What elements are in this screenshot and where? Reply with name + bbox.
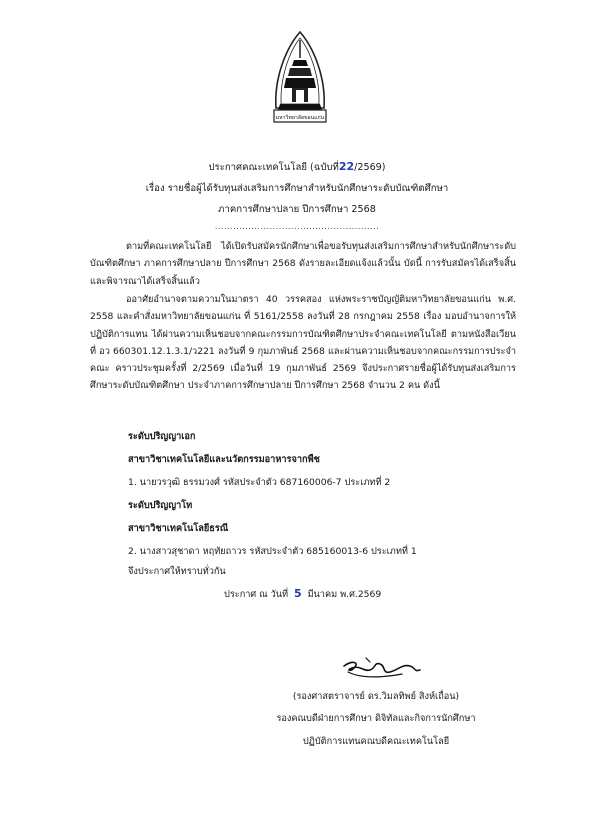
level-heading-doctoral: ระดับปริญญาเอก [128, 431, 196, 442]
signatory-acting: ปฏิบัติการแทนคณบดีคณะเทคโนโลยี [302, 736, 450, 747]
announcement-number: 22 [338, 160, 355, 173]
announcement-title [0, 160, 594, 175]
signatory-position: รองคณบดีฝ่ายการศึกษา ดิจิทัลและกิจการนักศึกษา [276, 713, 476, 724]
announcement-subject: เรื่อง รายชื่อผู้ได้รับทุนส่งเสริมการศึกษาสำหรับนักศึกษาระดับบัณฑิตศึกษา [145, 183, 449, 194]
recipient-2: 2. นางสาวสุชาดา หฤทัยถาวร รหัสประจำตัว 685160013-6 ประเภทที่ 1 [128, 546, 417, 557]
date-day: 5 [293, 587, 302, 600]
svg-text:มหาวิทยาลัยขอนแก่น: มหาวิทยาลัยขอนแก่น [275, 115, 325, 121]
handwritten-signature [330, 652, 440, 686]
program-heading-plant-food: สาขาวิชาเทคโนโลยีและนวัตกรรมอาหารจากพืช [128, 454, 320, 465]
recipient-1: 1. นายวรวุฒิ ธรรมวงศ์ รหัสประจำตัว 687160006-7 ประเภทที่ 2 [128, 477, 391, 488]
date-suffix: มีนาคม พ.ศ.2569 [307, 589, 382, 600]
separator-dots: ...................................................... [214, 222, 380, 231]
body-paragraph-2: ออาศัยอำนาจตามความในมาตรา 40 วรรคสอง แห่งพระราชบัญญัติมหาวิทยาลัยขอนแก่น พ.ศ. 2558 และคำสั่งมหาวิทยาลัยขอนแก่น ที่ 5161/2558 ลงวันที่ 28 กรกฎาคม 2558 เรื่อง มอบอำนาจการให้ปฏิบัติการแทน ได้ผ่านความเห็นชอบจากคณะกรรมการบัณฑิตศึกษาประจำคณะเทคโนโลยี ตามหนังสือเวียนที่ อว 660301.12.1.3.1/ว221 ลงวันที่ 9 กุมภาพันธ์ 2568 และผ่านความเห็นชอบจากคณะกรรมการประจำคณะ คราวประชุมครั้งที่ 2/2569 เมื่อวันที่ 19 กุมภาพันธ์ 2569 จึงประกาศรายชื่อผู้ได้รับทุนส่งเสริมการศึกษาระดับบัณฑิตศึกษา ประจำภาคการศึกษาปลาย ปีการศึกษา 2568 จำนวน 2 คน ดังนี้ [90, 294, 516, 392]
closing-statement: จึงประกาศให้ทราบทั่วกัน [128, 566, 226, 577]
announcement-suffix: /2569) [354, 162, 386, 173]
body-paragraph-1: ตามที่คณะเทคโนโลยี ได้เปิดรับสมัครนักศึกษาเพื่อขอรับทุนส่งเสริมการศึกษาสำหรับนักศึกษาระดับบัณฑิตศึกษา ภาคการศึกษาปลาย ปีการศึกษา 2568 ดังรายละเอียดแจ้งแล้วนั้น บัดนี้ การรับสมัครได้เสร็จสิ้นและพิจารณาได้เสร็จสิ้นแล้ว [90, 241, 516, 287]
program-heading-geotech: สาขาวิชาเทคโนโลยีธรณี [128, 523, 229, 534]
level-heading-masters: ระดับปริญญาโท [128, 500, 193, 511]
announcement-date [224, 587, 381, 602]
signatory-name: (รองศาสตราจารย์ ดร.วิมลทิพย์ สิงห์เถื่อน) [292, 691, 460, 702]
university-seal-logo [270, 30, 330, 138]
announcement-term: ภาคการศึกษาปลาย ปีการศึกษา 2568 [218, 204, 376, 215]
announcement-prefix: ประกาศคณะเทคโนโลยี (ฉบับที่ [208, 162, 339, 173]
date-prefix: ประกาศ ณ วันที่ [224, 589, 289, 600]
